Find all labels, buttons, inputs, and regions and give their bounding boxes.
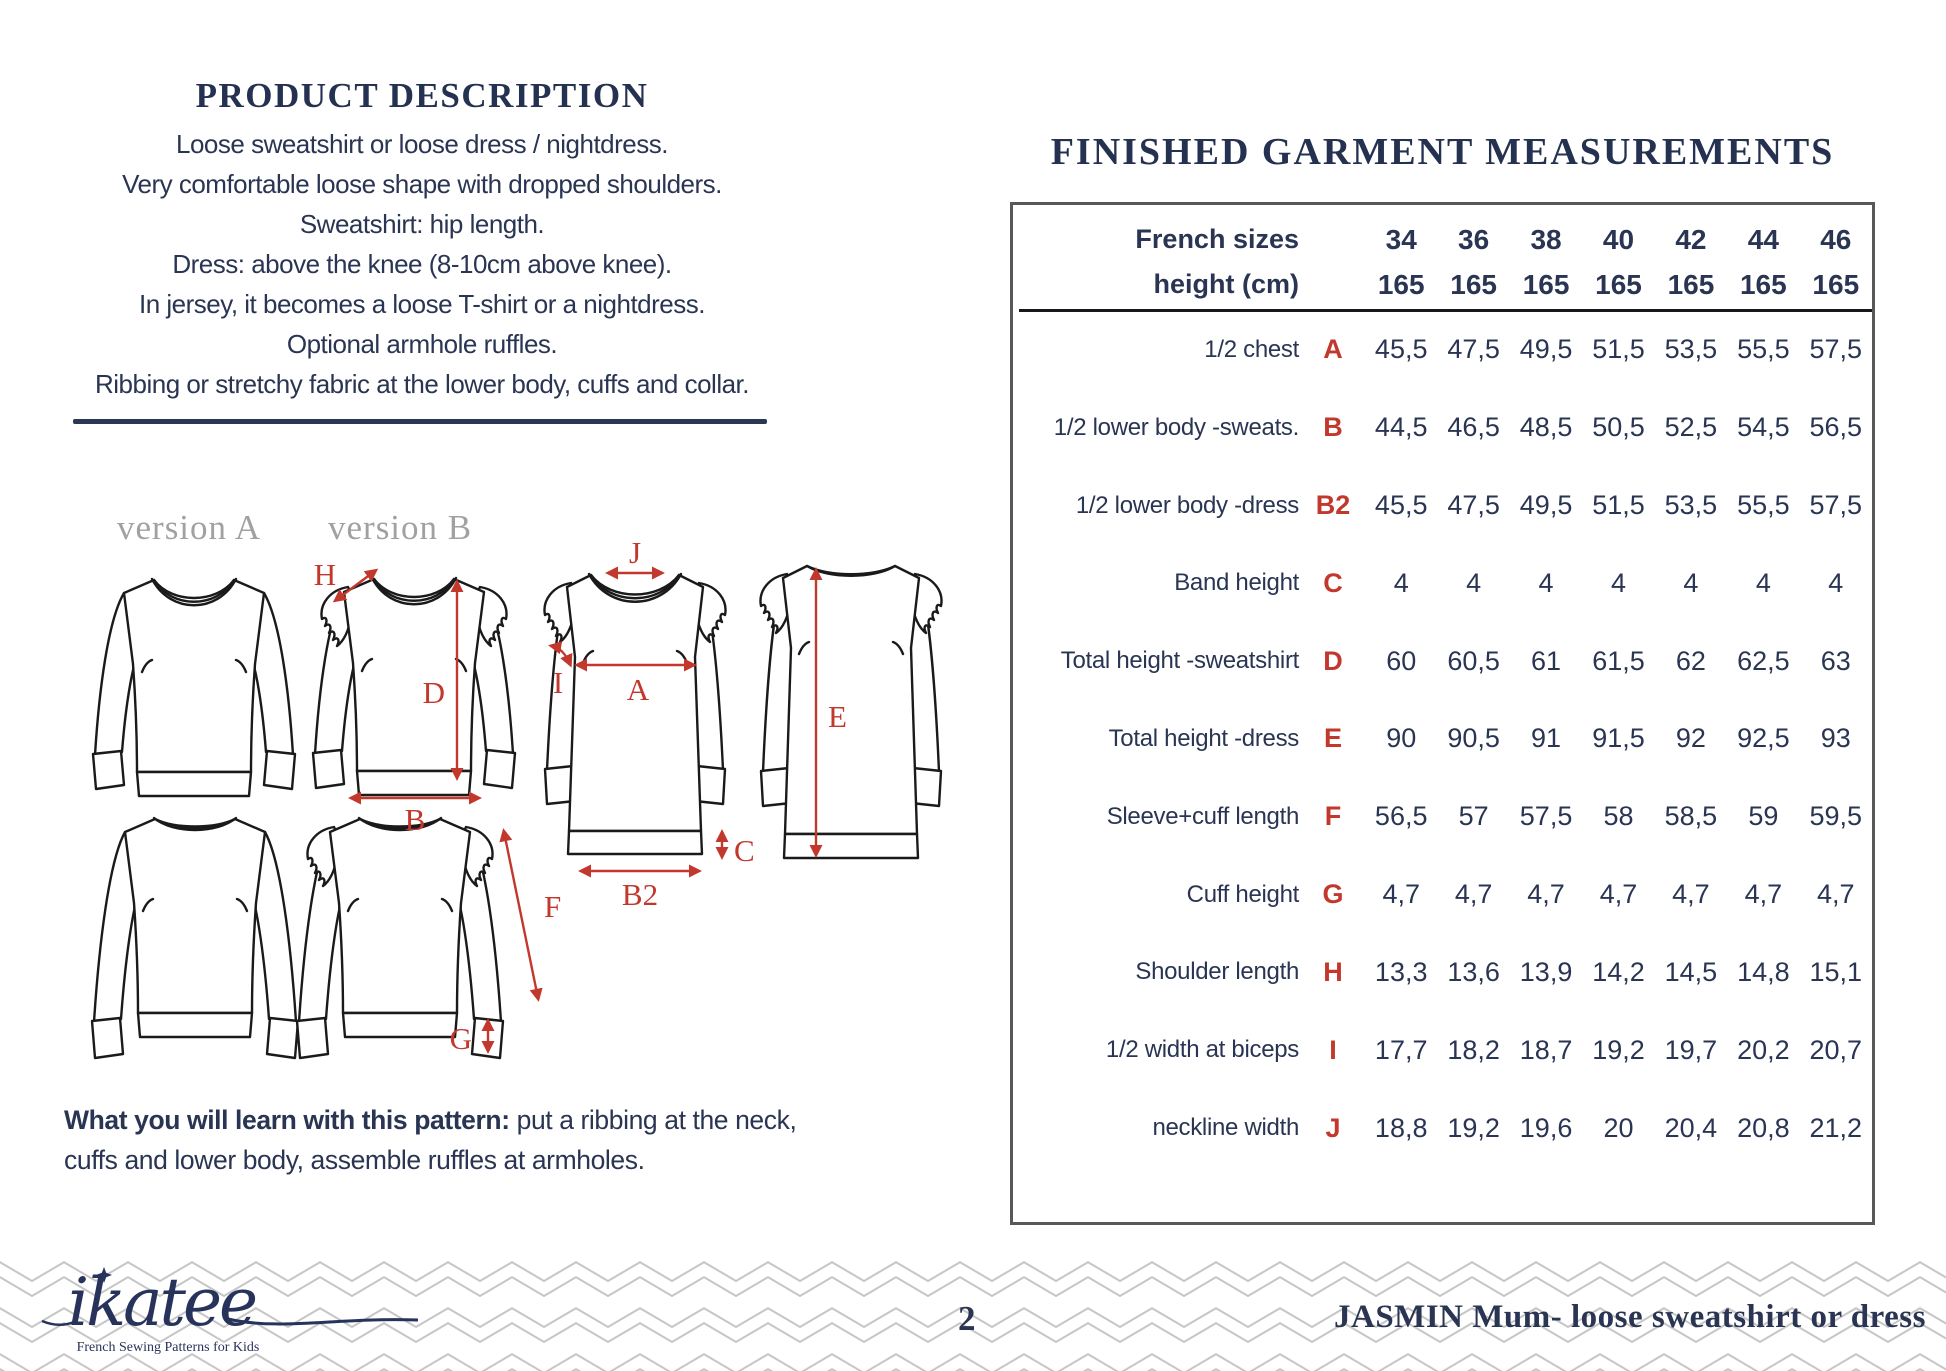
measurement-value: 57,5 <box>1809 490 1863 521</box>
measurement-value: 59 <box>1748 801 1779 832</box>
measure-label-f: F <box>544 889 562 924</box>
measurement-row <box>1013 700 1872 778</box>
measurement-value: 19,2 <box>1592 1034 1645 1065</box>
size-header-cell: 42 <box>1675 223 1707 255</box>
height-header-cell: 165 <box>1667 268 1715 300</box>
measurements-table <box>1010 202 1875 1225</box>
measurement-letter: D <box>1323 645 1343 676</box>
dress-back-version-b <box>761 566 942 858</box>
measurement-value: 50,5 <box>1592 412 1645 443</box>
measurement-value: 4,7 <box>1599 879 1638 910</box>
height-header-cell: 165 <box>1450 268 1497 300</box>
measurement-value: 51,5 <box>1592 490 1645 521</box>
measurement-row <box>1013 934 1872 1012</box>
measurement-label: Total height -sweatshirt <box>1060 647 1299 675</box>
measurement-value: 93 <box>1820 723 1851 754</box>
measurement-value: 4,7 <box>1454 879 1493 910</box>
measurement-value: 19,6 <box>1519 1112 1573 1143</box>
size-header-cell: 44 <box>1747 223 1779 255</box>
measurement-value: 58 <box>1603 801 1634 832</box>
measure-label-e: E <box>828 699 847 734</box>
page-number: 2 <box>958 1299 976 1338</box>
height-header-cell: 165 <box>1812 268 1860 300</box>
measurement-value: 62 <box>1675 645 1706 676</box>
measure-label-j: J <box>628 535 642 570</box>
measurement-value: 57,5 <box>1809 334 1863 365</box>
size-header-cell: 36 <box>1458 223 1490 255</box>
sweatshirt-back-version-a <box>92 818 298 1058</box>
measurement-row <box>1013 311 1872 389</box>
measure-label-c: C <box>734 833 755 868</box>
measurement-value: 60 <box>1386 645 1417 676</box>
measurement-value: 20 <box>1603 1112 1634 1143</box>
measurement-value: 4 <box>1466 567 1482 598</box>
measurement-value: 4,7 <box>1817 879 1855 910</box>
section-divider <box>73 419 767 424</box>
brand-logo-text: ikatee <box>68 1264 256 1341</box>
measurement-value: 13,9 <box>1519 956 1573 987</box>
measurement-value: 61 <box>1531 645 1562 676</box>
measurement-value: 18,2 <box>1447 1034 1500 1065</box>
measurement-value: 53,5 <box>1664 334 1718 365</box>
dress-front-version-b <box>545 574 726 854</box>
description-line: In jersey, it becomes a loose T-shirt or a nightdress. <box>139 289 705 319</box>
page-footer <box>0 1255 1946 1371</box>
measurement-value: 52,5 <box>1664 412 1718 443</box>
measurement-value: 44,5 <box>1374 412 1428 443</box>
measurement-value: 45,5 <box>1374 334 1428 365</box>
measure-label-a: A <box>626 672 650 707</box>
measurement-value: 14,8 <box>1737 956 1790 987</box>
size-header-cell: 40 <box>1602 223 1635 255</box>
measurement-value: 56,5 <box>1374 801 1428 832</box>
measurement-letter: F <box>1324 801 1342 832</box>
measurement-label: Total height -dress <box>1108 724 1299 752</box>
logo-underline <box>228 1319 418 1324</box>
measurement-value: 90 <box>1386 723 1417 754</box>
measurement-value: 91 <box>1531 723 1562 754</box>
measurement-label: Shoulder length <box>1135 958 1299 986</box>
measurement-value: 56,5 <box>1809 412 1863 443</box>
measurement-letter: G <box>1322 879 1344 910</box>
measurement-value: 57,5 <box>1519 801 1573 832</box>
sweatshirt-front-version-b <box>313 578 515 795</box>
product-description-section <box>60 76 784 404</box>
measurement-value: 21,2 <box>1809 1112 1863 1143</box>
measurement-value: 20,4 <box>1664 1112 1718 1143</box>
measurement-value: 4,7 <box>1382 879 1420 910</box>
measurement-value: 63 <box>1820 645 1851 676</box>
product-description-title: PRODUCT DESCRIPTION <box>195 76 649 115</box>
measurement-value: 19,2 <box>1447 1112 1500 1143</box>
description-line: Loose sweatshirt or loose dress / nightdress. <box>176 129 668 159</box>
measurement-letter: B2 <box>1315 490 1351 521</box>
measurement-value: 13,6 <box>1447 956 1500 987</box>
height-header-cell: 165 <box>1739 268 1787 300</box>
document-title: JASMIN Mum- loose sweatshirt or dress <box>1334 1299 1926 1335</box>
measurement-label: Band height <box>1174 569 1299 597</box>
measurement-value: 51,5 <box>1592 334 1645 365</box>
measurement-value: 60,5 <box>1447 645 1500 676</box>
measurement-value: 53,5 <box>1664 490 1718 521</box>
brand-logo <box>40 1259 640 1363</box>
measurement-value: 4 <box>1610 567 1626 598</box>
measurement-value: 54,5 <box>1737 412 1790 443</box>
measurement-label: 1/2 chest <box>1204 335 1299 363</box>
measurement-value: 62,5 <box>1737 645 1790 676</box>
measurement-letter: H <box>1323 956 1343 987</box>
description-line: Very comfortable loose shape with dropped shoulders. <box>122 169 722 199</box>
measurement-value: 92 <box>1675 723 1706 754</box>
measurement-rows <box>1013 311 1872 1167</box>
sizes-row <box>1013 217 1872 262</box>
measurement-letter: J <box>1325 1112 1341 1143</box>
measurement-value: 45,5 <box>1374 490 1428 521</box>
table-header <box>1013 205 1872 312</box>
measurement-row <box>1013 778 1872 856</box>
measurement-value: 20,8 <box>1737 1112 1790 1143</box>
measurement-value: 14,2 <box>1592 956 1645 987</box>
measurement-value: 4,7 <box>1672 879 1710 910</box>
measurement-value: 18,7 <box>1519 1034 1573 1065</box>
size-header-cell: 34 <box>1385 223 1417 255</box>
measurement-value: 17,7 <box>1374 1034 1428 1065</box>
measurement-letter: B <box>1323 412 1343 443</box>
measurement-label: 1/2 lower body -sweats. <box>1053 413 1299 441</box>
height-header-cell: 165 <box>1595 268 1642 300</box>
sweatshirt-back-version-b <box>297 818 503 1058</box>
measure-label-d: D <box>422 675 445 710</box>
measurement-value: 48,5 <box>1519 412 1573 443</box>
measurement-value: 20,7 <box>1809 1034 1863 1065</box>
description-line: Ribbing or stretchy fabric at the lower body, cuffs and collar. <box>95 369 749 399</box>
measurement-value: 14,5 <box>1664 956 1718 987</box>
measure-label-b: B <box>404 802 426 837</box>
measurement-value: 58,5 <box>1664 801 1718 832</box>
measurement-value: 47,5 <box>1447 334 1500 365</box>
measurement-row <box>1013 856 1872 934</box>
measurement-row <box>1013 389 1872 467</box>
measurement-row <box>1013 1089 1872 1167</box>
measurement-value: 46,5 <box>1447 412 1500 443</box>
sweatshirt-front-version-a <box>93 579 295 796</box>
measurement-value: 4,7 <box>1527 879 1565 910</box>
sizes-row-label: French sizes <box>1135 224 1299 254</box>
version-b-label: version B <box>328 508 473 547</box>
size-header-cell: 46 <box>1820 223 1852 255</box>
measurement-row <box>1013 467 1872 545</box>
heights-row <box>1013 262 1872 307</box>
version-a-label: version A <box>117 508 262 547</box>
description-lines <box>60 124 784 404</box>
learn-paragraph <box>64 1100 844 1180</box>
measurement-value: 55,5 <box>1737 334 1790 365</box>
measurement-label: Cuff height <box>1186 880 1299 908</box>
measurement-value: 49,5 <box>1519 490 1573 521</box>
height-header-cell: 165 <box>1522 268 1570 300</box>
learn-heading: What you will learn with this pattern: <box>64 1105 510 1135</box>
measurement-value: 91,5 <box>1592 723 1645 754</box>
measurement-value: 4 <box>1755 567 1771 598</box>
measurement-letter: E <box>1323 723 1342 754</box>
description-line: Dress: above the knee (8-10cm above knee). <box>172 249 672 279</box>
measurement-value: 90,5 <box>1447 723 1500 754</box>
description-line: Optional armhole ruffles. <box>286 329 558 359</box>
height-header-cell: 165 <box>1377 268 1425 300</box>
measurement-value: 15,1 <box>1809 956 1863 987</box>
measurement-row <box>1013 622 1872 700</box>
measurement-label: 1/2 width at biceps <box>1105 1036 1299 1064</box>
measurement-value: 18,8 <box>1374 1112 1428 1143</box>
measurement-value: 20,2 <box>1737 1034 1790 1065</box>
measurement-value: 92,5 <box>1737 723 1790 754</box>
measurement-value: 4,7 <box>1744 879 1783 910</box>
measurement-value: 13,3 <box>1374 956 1428 987</box>
measurement-letter: C <box>1323 567 1343 598</box>
measurement-value: 61,5 <box>1592 645 1645 676</box>
measurement-label: 1/2 lower body -dress <box>1075 491 1299 519</box>
measure-label-b2: B2 <box>621 877 659 912</box>
measure-label-h: H <box>313 557 337 592</box>
learn-text: put a ribbing at the neck, cuffs and lower body, assemble ruffles at armholes. <box>64 1105 797 1175</box>
size-header-cell: 38 <box>1530 223 1562 255</box>
measurement-value: 59,5 <box>1809 801 1863 832</box>
measurement-label: neckline width <box>1152 1114 1299 1142</box>
measure-label-g: G <box>449 1021 472 1056</box>
measure-label-i: I <box>552 665 564 700</box>
measurement-letter: I <box>1329 1034 1337 1065</box>
measurement-value: 4 <box>1683 567 1699 598</box>
measurement-value: 4 <box>1828 567 1844 598</box>
heights-row-label: height (cm) <box>1153 269 1299 299</box>
garment-illustrations <box>60 505 960 1065</box>
measurement-value: 47,5 <box>1447 490 1500 521</box>
measurement-letter: A <box>1323 334 1343 365</box>
measurement-value: 57 <box>1458 801 1489 832</box>
measurement-value: 55,5 <box>1737 490 1790 521</box>
measurement-row <box>1013 544 1872 622</box>
measurement-label: Sleeve+cuff length <box>1106 802 1299 830</box>
description-line: Sweatshirt: hip length. <box>299 209 545 239</box>
measurements-title: FINISHED GARMENT MEASUREMENTS <box>1050 131 1835 173</box>
measurement-value: 4 <box>1393 567 1409 598</box>
measurement-value: 19,7 <box>1664 1034 1718 1065</box>
measurement-value: 49,5 <box>1519 334 1573 365</box>
brand-tagline: French Sewing Patterns for Kids <box>76 1340 260 1355</box>
measurement-value: 4 <box>1538 567 1554 598</box>
measurement-row <box>1013 1011 1872 1089</box>
